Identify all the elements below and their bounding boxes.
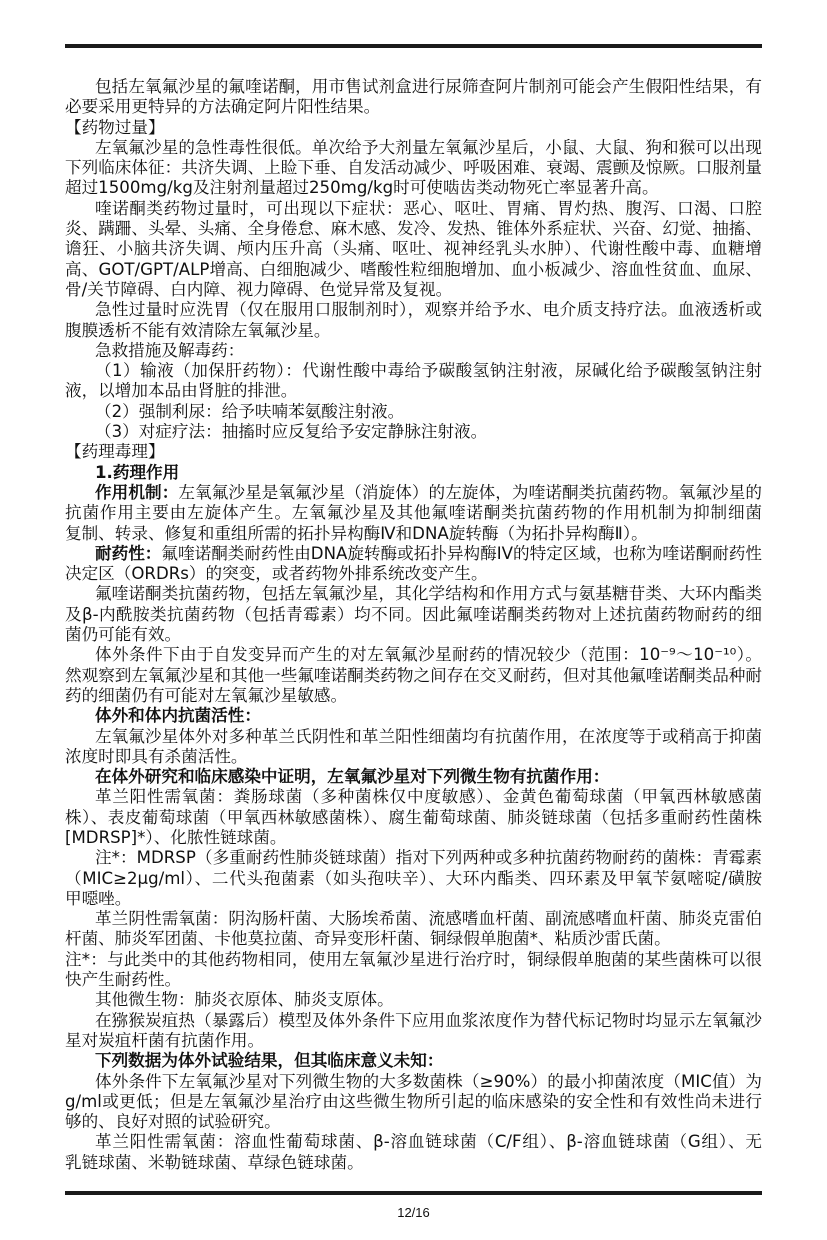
text-line: [65, 605, 762, 625]
line-text: 骨/关节障碍、白内障、视力障碍、色觉异常及复视。: [65, 279, 453, 299]
text-line: [65, 727, 762, 747]
text-line: [65, 321, 762, 341]
line-text: 左氧氟沙星体外对多种革兰氏阴性和革兰阳性细菌均有抗菌作用，在浓度等于或稍高于抑菌: [95, 726, 762, 746]
text-line: [65, 463, 762, 483]
text-line: [65, 1153, 762, 1173]
text-line: [65, 828, 762, 848]
text-line: [65, 869, 762, 889]
text-line: [65, 219, 762, 239]
text-line: [65, 361, 762, 381]
bottom-rule: [65, 1191, 762, 1195]
line-text: （3）对症疗法：抽搐时应反复给予安定静脉注射液。: [95, 422, 488, 442]
line-text: 氟喹诺酮类抗菌药物，包括左氧氟沙星，其化学结构和作用方式与氨基糖苷类、大环内酯类: [95, 584, 762, 604]
line-text: 星对炭疽杆菌有抗菌作用。: [65, 1030, 265, 1050]
line-text: 够的、良好对照的试验研究。: [65, 1112, 281, 1132]
line-text: [MDRSP]*）、化脓性链球菌。: [65, 827, 287, 847]
text-line: [65, 138, 762, 158]
line-text: 革兰阳性需氧菌：粪肠球菌（多种菌株仅中度敏感）、金黄色葡萄球菌（甲氧西林敏感菌: [95, 787, 762, 807]
text-line: [65, 1072, 762, 1092]
text-line: [65, 402, 762, 422]
text-line: [65, 645, 762, 665]
text-line: [65, 767, 762, 787]
line-text: 杆菌、肺炎军团菌、卡他莫拉菌、奇异变形杆菌、铜绿假单胞菌*、粘质沙雷氏菌。: [65, 929, 671, 949]
line-text: 株）、表皮葡萄球菌（甲氧西林敏感菌株）、腐生葡萄球菌、肺炎链球菌（包括多重耐药性菌株: [65, 807, 762, 827]
line-text: 包括左氧氟沙星的氟喹诺酮，用市售试剂盒进行尿筛查阿片制剂可能会产生假阳性结果，有: [95, 77, 762, 96]
line-text: 【药理毒理】: [65, 442, 165, 462]
line-text: 必要采用更特异的方法确定阿片阳性结果。: [65, 97, 381, 117]
text-line: [65, 1092, 762, 1112]
bold-lead: 1.药理作用: [95, 462, 180, 482]
line-text: 决定区（ORDRs）的突变，或者药物外排系统改变产生。: [65, 564, 488, 584]
line-text: 注*：与此类中的其他药物相同，使用左氧氟沙星进行治疗时，铜绿假单胞菌的某些菌株可以很: [65, 949, 762, 969]
text-line: [65, 666, 762, 686]
line-text: 液，以增加本品由肾脏的排泄。: [65, 381, 298, 401]
text-line: [65, 239, 762, 259]
text-line: [65, 564, 762, 584]
bold-lead: 在体外研究和临床感染中证明，左氧氟沙星对下列微生物有抗菌作用：: [95, 767, 610, 787]
line-text: 乳链球菌、米勒链球菌、草绿色链球菌。: [65, 1152, 364, 1172]
line-text: （1）输液（加保肝药物）：代谢性酸中毒给予碳酸氢钠注射液，尿碱化给予碳酸氢钠注射: [95, 361, 762, 381]
text-line: [65, 1051, 762, 1071]
line-text: g/ml或更低；但是左氧氟沙星治疗由这些微生物所引起的临床感染的安全性和有效性尚未进行: [65, 1091, 762, 1111]
line-text: 腹膜透析不能有效清除左氧氟沙星。: [65, 320, 331, 340]
text-line: [65, 422, 762, 442]
line-text: 高、GOT/GPT/ALP增高、白细胞减少、嗜酸性粒细胞增加、血小板减少、溶血性贫血、血尿、: [65, 259, 762, 279]
bold-lead: 下列数据为体外试验结果，但其临床意义未知：: [95, 1051, 444, 1071]
text-line: [65, 706, 762, 726]
line-text: 菌仍可能有效。: [65, 625, 182, 645]
text-line: [65, 341, 762, 361]
text-line: [65, 483, 762, 503]
text-line: [65, 199, 762, 219]
text-line: [65, 381, 762, 401]
text-line: [65, 950, 762, 970]
document-body: [65, 77, 762, 1173]
text-line: [65, 889, 762, 909]
line-text: 快产生耐药性。: [65, 970, 182, 990]
text-line: [65, 909, 762, 929]
text-line: [65, 1112, 762, 1132]
line-text: 甲噁唑。: [65, 888, 132, 908]
text-line: [65, 300, 762, 320]
line-text: （2）强制利尿：给予呋喃苯氨酸注射液。: [95, 401, 405, 421]
text-line: [65, 503, 762, 523]
text-line: [65, 1031, 762, 1051]
line-text: 炎、蹒跚、头晕、头痛、全身倦怠、麻木感、发冷、发热、锥体外系症状、兴奋、幻觉、抽搐、: [65, 219, 762, 239]
page-number: 12/16: [397, 1205, 430, 1220]
line-text: 谵狂、小脑共济失调、颅内压升高（头痛、呕吐、视神经乳头水肿）、代谢性酸中毒、血糖增: [65, 239, 762, 259]
line-text: 喹诺酮类药物过量时，可出现以下症状：恶心、呕吐、胃痛、胃灼热、腹泻、口渴、口腔: [95, 198, 762, 218]
line-text: 体外条件下由于自发变异而产生的对左氧氟沙星耐药的情况较少（范围：10⁻⁹～10⁻¹⁰）。: [95, 645, 762, 665]
line-text: 革兰阴性需氧菌：阴沟肠杆菌、大肠埃希菌、流感嗜血杆菌、副流感嗜血杆菌、肺炎克雷伯: [95, 909, 762, 929]
text-line: [65, 848, 762, 868]
line-text: 浓度时即具有杀菌活性。: [65, 746, 248, 766]
text-line: [65, 970, 762, 990]
text-line: [65, 544, 762, 564]
text-line: [65, 787, 762, 807]
line-text: 然观察到左氧氟沙星和其他一些氟喹诺酮类药物之间存在交叉耐药，但对其他氟喹诺酮类品种耐: [65, 665, 762, 685]
text-line: [65, 808, 762, 828]
text-line: [65, 1011, 762, 1031]
line-text: 急性过量时应洗胃（仅在服用口服制剂时），观察并给予水、电介质支持疗法。血液透析或: [95, 300, 762, 320]
text-line: [65, 178, 762, 198]
text-line: [65, 929, 762, 949]
line-text: 【药物过量】: [65, 117, 165, 137]
line-text: 在猕猴炭疽热（暴露后）模型及体外条件下应用血浆浓度作为替代标记物时均显示左氧氟沙: [95, 1010, 762, 1030]
text-line: [65, 747, 762, 767]
line-text: 体外条件下左氧氟沙星对下列微生物的大多数菌株（≥90%）的最小抑菌浓度（MIC值）为: [95, 1071, 762, 1091]
text-line: [65, 158, 762, 178]
text-line: [65, 260, 762, 280]
line-text: 注*：MDRSP（多重耐药性肺炎链球菌）指对下列两种或多种抗菌药物耐药的菌株：青霉素: [95, 848, 762, 868]
text-line: [65, 280, 762, 300]
line-text: 氟喹诺酮类耐药性由DNA旋转酶或拓扑异构酶IV的特定区域，也称为喹诺酮耐药性: [161, 543, 762, 563]
text-line: [65, 584, 762, 604]
text-line: [65, 1132, 762, 1152]
text-line: [65, 524, 762, 544]
line-text: 左氧氟沙星是氧氟沙星（消旋体）的左旋体，为喹诺酮类抗菌药物。氧氟沙星的: [178, 482, 762, 502]
top-rule: [65, 44, 762, 48]
bold-lead: 作用机制：: [95, 482, 179, 502]
line-text: 革兰阳性需氧菌：溶血性葡萄球菌、β-溶血链球菌（C/F组）、β-溶血链球菌（G组）、无: [95, 1132, 762, 1152]
text-line: [65, 77, 762, 97]
line-text: 下列临床体征：共济失调、上睑下垂、自发活动减少、呼吸困难、衰竭、震颤及惊厥。口服剂量: [65, 158, 762, 178]
line-text: 急救措施及解毒药：: [95, 340, 245, 360]
line-text: 及β-内酰胺类抗菌药物（包括青霉素）均不同。因此氟喹诺酮类药物对上述抗菌药物耐药的细: [65, 604, 762, 624]
line-text: 药的细菌仍有可能对左氧氟沙星敏感。: [65, 685, 348, 705]
line-text: 其他微生物：肺炎衣原体、肺炎支原体。: [95, 990, 394, 1010]
text-line: [65, 625, 762, 645]
bold-lead: 耐药性：: [95, 543, 162, 563]
section-heading: [65, 118, 762, 138]
text-line: [65, 686, 762, 706]
text-line: [65, 990, 762, 1010]
line-text: 超过1500mg/kg及注射剂量超过250mg/kg时可使啮齿类动物死亡率显著升高。: [65, 178, 659, 198]
line-text: （MIC≥2μg/ml）、二代头孢菌素（如头孢呋辛）、大环内酯类、四环素及甲氧苄氨嘧啶/磺胺: [65, 868, 762, 888]
line-text: 复制、转录、修复和重组所需的拓扑异构酶Ⅳ和DNA旋转酶（为拓扑异构酶Ⅱ）。: [65, 523, 648, 543]
section-heading: [65, 442, 762, 462]
bold-lead: 体外和体内抗菌活性：: [95, 706, 261, 726]
line-text: 左氧氟沙星的急性毒性很低。单次给予大剂量左氧氟沙星后，小鼠、大鼠、狗和猴可以出现: [95, 137, 762, 157]
text-line: [65, 97, 762, 117]
line-text: 抗菌作用主要由左旋体产生。左氧氟沙星及其他氟喹诺酮类抗菌药物的作用机制为抑制细菌: [65, 503, 762, 523]
